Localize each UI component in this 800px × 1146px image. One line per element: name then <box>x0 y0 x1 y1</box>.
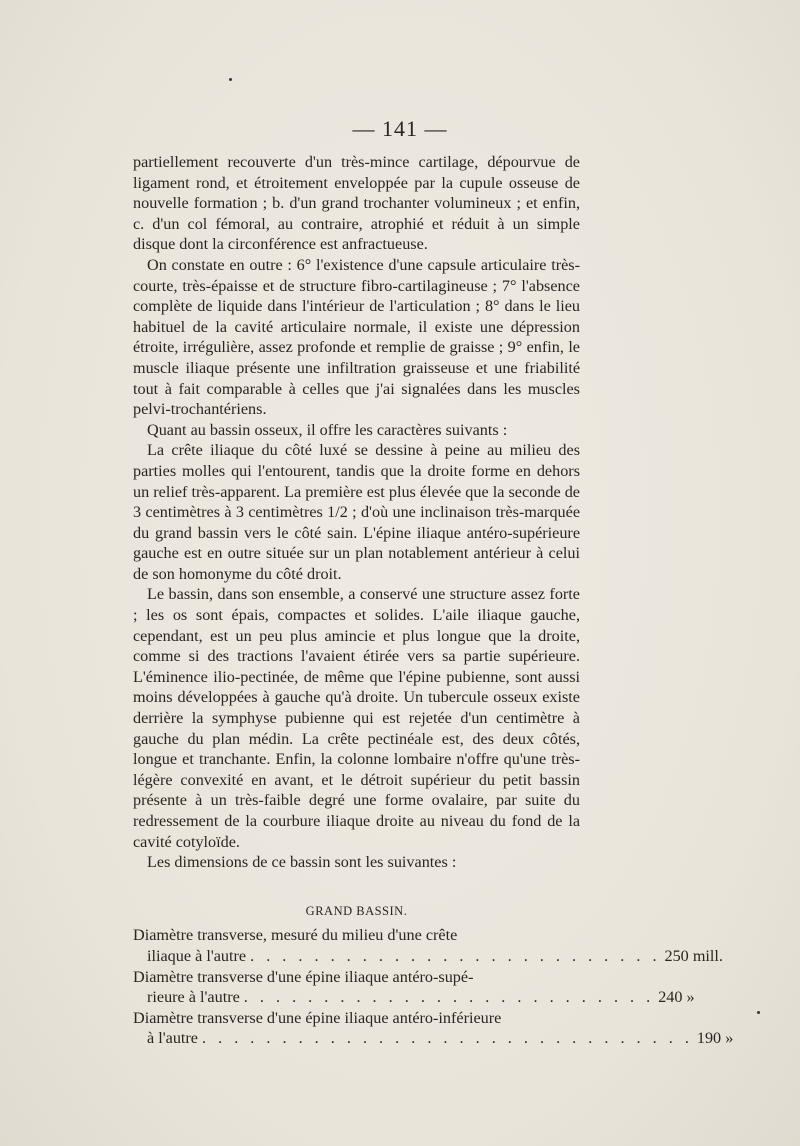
page-body <box>133 152 734 1049</box>
page-number: — 141 — <box>352 116 448 141</box>
dimension-label-cont: iliaque à l'autre <box>147 946 247 965</box>
paragraph-3: Quant au bassin osseux, il offre les caractères suivants : <box>147 420 508 439</box>
dimension-value: 240 » <box>658 988 695 1007</box>
dimension-value: 190 » <box>696 1029 734 1048</box>
paper-speck <box>229 78 232 81</box>
paragraph-4: La crête iliaque du côté luxé se dessine à peine au milieu des parties molles qui l'entourent, tandis que la droite forme en dehors un relief très-apparent. La première est plus élevée que la seconde de 3 centimètres à 3 centimètres 1/2 ; d'où une inclinaison très-marquée du grand bassin vers le côté sain. L'épine iliaque antéro-supérieure gauche est en outre située sur un plan notablement antérieur à celui de son homonyme du côté droit. <box>133 441 580 583</box>
dimension-label: Diamètre transverse d'une épine iliaque antéro-supé- <box>133 967 474 986</box>
dimension-label-cont: à l'autre <box>147 1029 198 1048</box>
paragraph-2: On constate en outre : 6° l'existence d'une capsule articulaire très-courte, très-épaisse et de structure fibro-cartilagineuse ; 7° l'absence complète de liquide dans l'intérieur de l'articulation ; 8° dans le lieu habituel de la cavité articulaire normale, il existe une dépression étroite, irrégulière, assez profonde et remplie de graisse ; 9° enfin, le muscle iliaque présente une infiltration graisseuse et une friabilité tout à fait comparable à celles que j'ai signalées dans les muscles pelvi-trochantériens. <box>133 255 580 419</box>
paragraph-1: partiellement recouverte d'un très-mince cartilage, dépourvue de ligament rond, et étroitement enveloppée par la cupule osseuse de nouvelle formation ; b. d'un grand trochanter volumineux ; et enfin, c. d'un col fémoral, au contraire, atrophié et réduit à un simple disque dont la circonférence est anfractueuse. <box>133 153 580 254</box>
section-heading: GRAND BASSIN. <box>305 903 408 918</box>
paragraph-6: Les dimensions de ce bassin sont les suivantes : <box>147 853 457 872</box>
paragraph-5: Le bassin, dans son ensemble, a conservé une structure assez forte ; les os sont épais, compactes et solides. L'aile iliaque gauche, cependant, est un peu plus amincie et plus longue que la droite, comme si des tractions l'avaient étirée vers sa partie supérieure. L'éminence ilio-pectinée, de même que l'épine pubienne, sont aussi moins développées à gauche qu'à droite. Un tubercule osseux existe derrière la symphyse pubienne qui est rejetée d'un centimètre à gauche du plan médin. La crête pectinéale est, des deux côtés, longue et tranchante. Enfin, la colonne lombaire n'offre qu'une très-légère convexité en avant, et le détroit supérieur du petit bassin présente à un très-faible degré une forme ovalaire, par suite du redressement de la courbure iliaque droite au niveau du fond de la cavité cotyloïde. <box>133 585 580 851</box>
dimension-row <box>133 925 723 966</box>
dot-leader: . . . . . . . . . . . . . . . . . . . . . . . . . . <box>243 988 655 1007</box>
dimension-label-cont: rieure à l'autre <box>147 988 240 1007</box>
dimension-label: Diamètre transverse d'une épine iliaque antéro-inférieure <box>133 1008 502 1027</box>
dimension-row <box>133 1008 734 1049</box>
dimension-label: Diamètre transverse, mesuré du milieu d'une crête <box>133 926 458 945</box>
dimension-value: 250 mill. <box>664 946 723 965</box>
dot-leader: . . . . . . . . . . . . . . . . . . . . . . . . . . . . . . . <box>202 1029 693 1048</box>
dot-leader: . . . . . . . . . . . . . . . . . . . . . . . . . . <box>250 946 661 965</box>
dimension-row <box>133 967 695 1008</box>
paper-speck <box>757 1011 760 1014</box>
